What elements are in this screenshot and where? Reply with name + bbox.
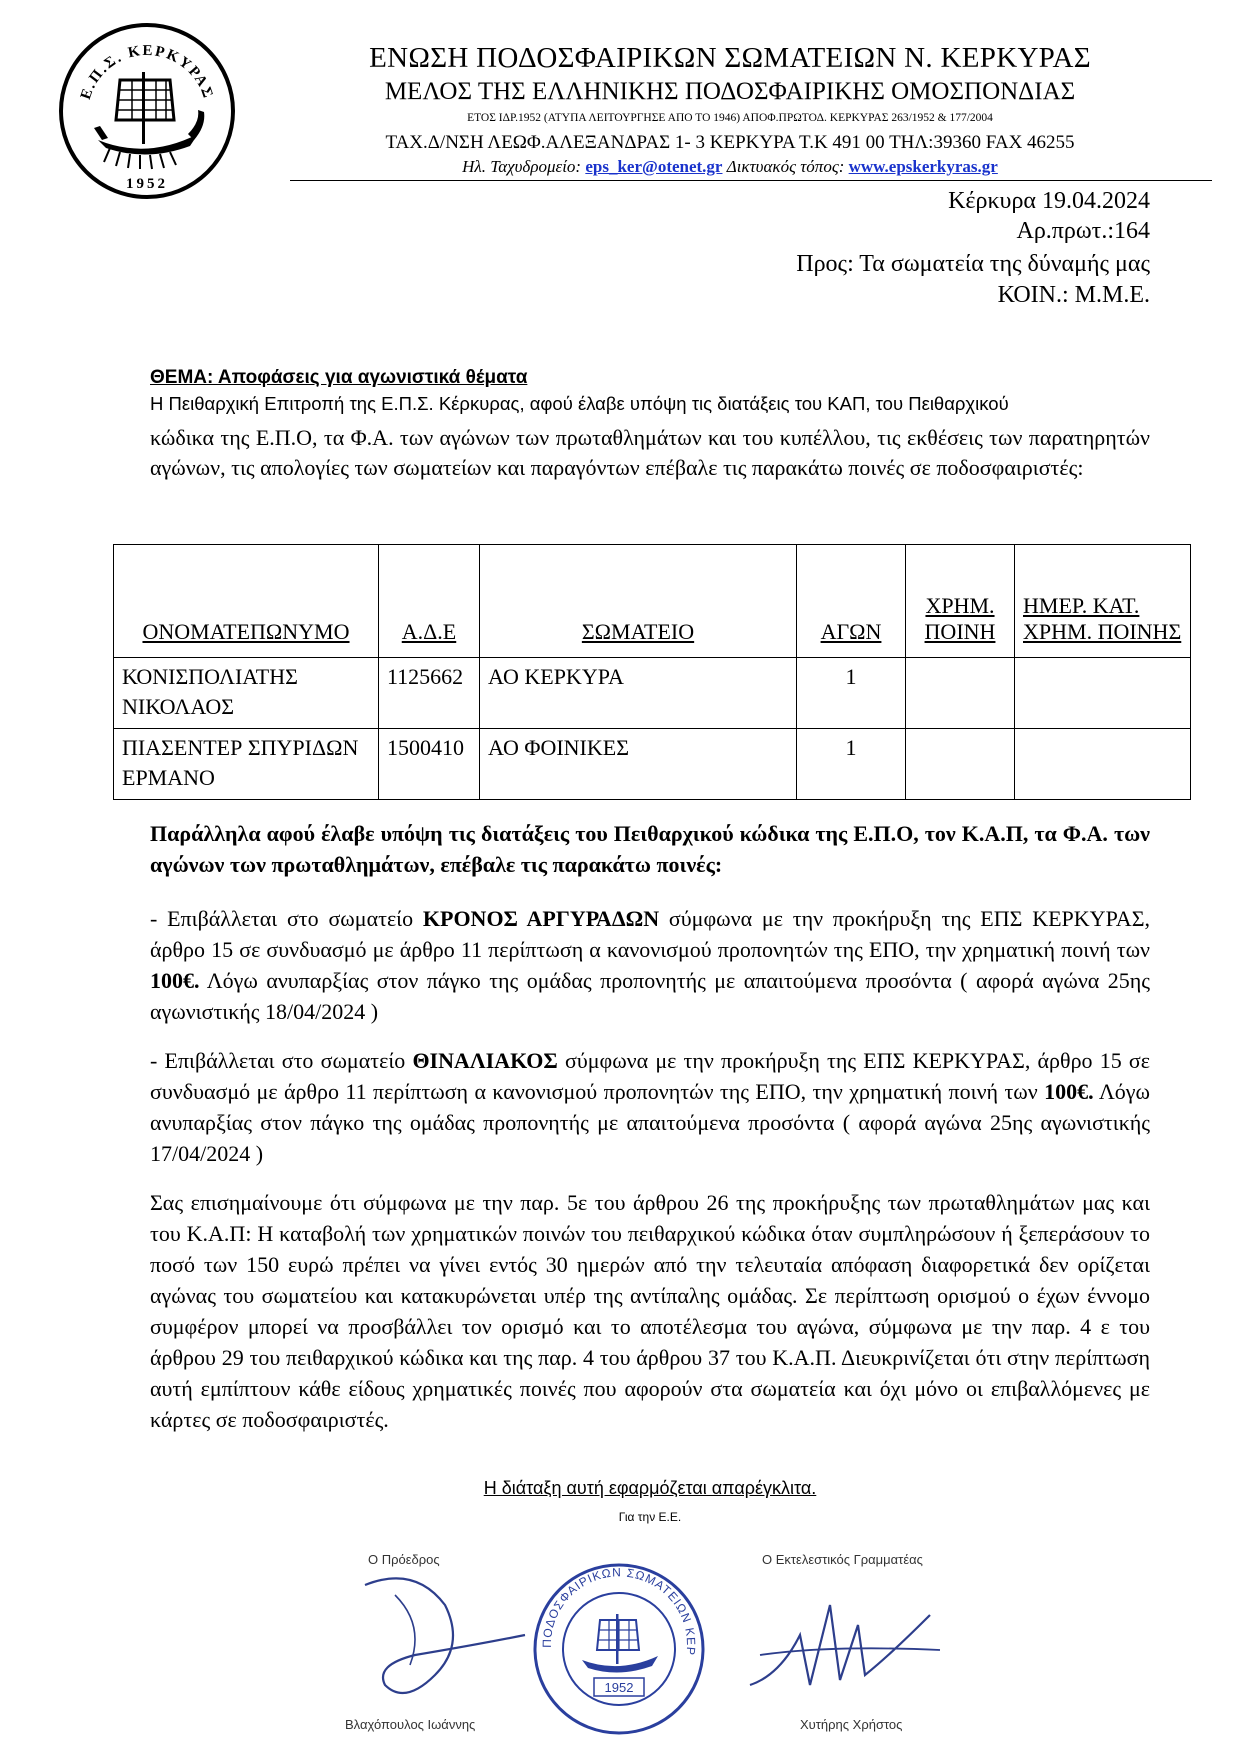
cell-fine-date — [1015, 658, 1191, 729]
cell-games: 1 — [797, 729, 906, 800]
cell-fine — [906, 729, 1015, 800]
cell-ade: 1500410 — [379, 729, 480, 800]
col-header-games: ΑΓΩΝ — [797, 545, 906, 658]
cell-name: ΚΟΝΙΣΠΟΛΙΑΤΗΣ ΝΙΚΟΛΑΟΣ — [114, 658, 379, 729]
header-divider — [290, 180, 1212, 181]
table-header-row — [114, 545, 1191, 658]
org-founding: ΕΤΟΣ ΙΔΡ.1952 (ΑΤΥΠΑ ΛΕΙΤΟΥΡΓΗΣΕ ΑΠΟ ΤΟ 1946) ΑΠΟΦ.ΠΡΩΤΟΔ. ΚΕΡΚΥΡΑΣ 263/1952 & 177/2004 — [467, 112, 993, 124]
fined-club-2: ΘΙΝΑΛΙΑΚΟΣ — [412, 1048, 558, 1073]
col-header-fine-date: ΗΜΕΡ. ΚΑΤ. ΧΡΗΜ. ΠΟΙΝΗΣ — [1015, 545, 1191, 658]
apply-statement: Η διάταξη αυτή εφαρμόζεται απαρέγκλιτα. — [483, 1478, 817, 1498]
col-header-fine: ΧΡΗΜ. ΠΟΙΝΗ — [906, 545, 1015, 658]
intro-line: Η Πειθαρχική Επιτροπή της Ε.Π.Σ. Κέρκυρας, αφού έλαβε υπόψη τις διατάξεις του ΚΑΠ, του Πειθαρχικού — [150, 393, 1009, 414]
email-link[interactable]: eps_ker@otenet.gr — [585, 157, 723, 176]
intro-text: κώδικα της Ε.Π.Ο, τα Φ.Α. των αγώνων των πρωταθλημάτων και του κυπέλλου, τις εκθέσεις των παρατηρητών αγώνων, τις απολογίες των σωματείων και παραγόντων επέβαλε τις παρακάτω ποινές σε ποδοσφαιριστές: — [150, 425, 1150, 480]
fined-club-1: ΚΡΟΝΟΣ ΑΡΓΥΡΑΔΩΝ — [422, 906, 660, 931]
parallel-paragraph: Παράλληλα αφού έλαβε υπόψη τις διατάξεις του Πειθαρχικού κώδικα της Ε.Π.Ο, τον Κ.Α.Π, τα Φ.Α. των αγώνων των πρωταθλημάτων, επέβαλε τις παρακάτω ποινές: — [150, 821, 1150, 877]
cell-ade: 1125662 — [379, 658, 480, 729]
cell-fine-date — [1015, 729, 1191, 800]
org-name: ΕΝΩΣΗ ΠΟΔΟΣΦΑΙΡΙΚΩΝ ΣΩΜΑΤΕΙΩΝ Ν. ΚΕΡΚΥΡΑΣ — [369, 42, 1091, 74]
fine-paragraph-2: - Επιβάλλεται στο σωματείο ΘΙΝΑΛΙΑΚΟΣ σύμφωνα με την προκήρυξη της ΕΠΣ ΚΕΡΚΥΡΑΣ, άρθρο 15 σε συνδυασμό με άρθρο 11 περίπτωση α κανονισμού προπονητών της ΕΠΟ, την χρηματική ποινή των 100€. Λόγω ανυπαρξίας στον πάγκο της ομάδας προπονητής με απαιτούμενα προσόντα ( αφορά αγώνα 25ης αγωνιστικής 17/04/2024 ) — [150, 1048, 1150, 1166]
penalty-table — [113, 544, 1191, 800]
notice-paragraph: Σας επισημαίνουμε ότι σύμφωνα με την παρ. 5ε του άρθρου 26 της προκήρυξης των πρωταθλημάτων μας και του Κ.Α.Π: Η καταβολή των χρηματικών ποινών του πειθαρχικού κώδικα όταν συμπληρώσουν ή ξεπεράσουν το ποσό των 150 ευρώ πρέπει να γίνει εντός 30 ημερών από την τελευταία απόφαση διαφορετικά δεν ορίζεται αγώνας του σωματείου και κατακυρώνεται υπέρ της αντίπαλης ομάδας. Σε περίπτωση ορισμού ο έχων έννομο συμφέρον μπορεί να προσβάλλει τον ορισμό και το αποτέλεσμα του αγώνα, σύμφωνα με την παρ. 4 ε του άρθρου 29 του πειθαρχικού κώδικα και της παρ. 4 του άρθρου 37 του Κ.Α.Π. Διευκρινίζεται ότι στην περίπτωση αυτή εμπίπτουν κάθε είδους χρηματικές ποινές που αφορούν στα σωματεία και όχι μόνο οι επιβαλλόμενες με κάρτες σε ποδοσφαιριστές. — [150, 1190, 1150, 1432]
secretary-title: Ο Εκτελεστικός Γραμματέας — [762, 1552, 923, 1567]
cell-club: ΑΟ ΚΕΡΚΥΡΑ — [480, 658, 797, 729]
fine-paragraph-1: - Επιβάλλεται στο σωματείο ΚΡΟΝΟΣ ΑΡΓΥΡΑΔΩΝ σύμφωνα με την προκήρυξη της ΕΠΣ ΚΕΡΚΥΡΑΣ, άρθρο 15 σε συνδυασμό με άρθρο 11 περίπτωση α κανονισμού προπονητών της ΕΠΟ, την χρηματική ποινή των 100€. Λόγω ανυπαρξίας στον πάγκο της ομάδας προπονητής με απαιτούμενα προσόντα ( αφορά αγώνα 25ης αγωνιστικής 18/04/2024 ) — [150, 906, 1150, 1024]
logo-year: 1952 — [126, 176, 168, 192]
doc-subject: ΘΕΜΑ: Αποφάσεις για αγωνιστικά θέματα — [150, 367, 528, 388]
table-row — [114, 729, 1191, 800]
email-label: Ηλ. Ταχυδρομείο: — [462, 157, 586, 176]
website-link[interactable]: www.epskerkyras.gr — [848, 157, 998, 176]
eps-logo — [58, 22, 236, 200]
president-signature — [355, 1565, 555, 1715]
svg-text:ΕΝΩΣΗ ΠΟΔΟΣΦΑΙΡΙΚΩΝ ΣΩΜΑΤΕΙΩΝ: ΠΟΔΟΣΦΑΙΡΙΚΩΝ ΣΩΜΑΤΕΙΩΝ ΚΕΡ — [539, 1565, 699, 1657]
svg-text:Ε.Π.Σ. ΚΕΡΚΥΡΑΣ: Ε.Π.Σ. ΚΕΡΚΥΡΑΣ — [77, 42, 217, 102]
cell-name: ΠΙΑΣΕΝΤΕΡ ΣΠΥΡΙΔΩΝ ΕΡΜΑΝΟ — [114, 729, 379, 800]
fine-amount-2: 100€. — [1044, 1079, 1094, 1104]
org-membership: ΜΕΛΟΣ ΤΗΣ ΕΛΛΗΝΙΚΗΣ ΠΟΔΟΣΦΑΙΡΙΚΗΣ ΟΜΟΣΠΟΝΔΙΑΣ — [384, 78, 1076, 105]
col-header-name: ΟΝΟΜΑΤΕΠΩΝΥΜΟ — [114, 545, 379, 658]
org-contact — [300, 157, 1160, 177]
for-committee: Για την Ε.Ε. — [618, 1510, 682, 1524]
table-row — [114, 658, 1191, 729]
cell-fine — [906, 658, 1015, 729]
president-title: Ο Πρόεδρος — [368, 1552, 440, 1567]
fine-amount-1: 100€. — [150, 968, 200, 993]
stamp-year: 1952 — [604, 1680, 634, 1695]
president-name: Βλαχόπουλος Ιωάννης — [345, 1717, 476, 1732]
doc-protocol: Αρ.πρωτ.:164 — [1016, 218, 1150, 244]
secretary-name: Χυτήρης Χρήστος — [800, 1717, 903, 1732]
col-header-ade: Α.Δ.Ε — [379, 545, 480, 658]
cell-club: ΑΟ ΦΟΙΝΙΚΕΣ — [480, 729, 797, 800]
doc-recipients: Προς: Τα σωματεία της δύναμής μας — [796, 251, 1150, 277]
official-stamp — [530, 1560, 708, 1738]
secretary-signature — [740, 1575, 960, 1715]
col-header-club: ΣΩΜΑΤΕΙΟ — [480, 545, 797, 658]
org-address: ΤΑΧ.Δ/ΝΣΗ ΛΕΩΦ.ΑΛΕΞΑΝΔΡΑΣ 1- 3 ΚΕΡΚΥΡΑ Τ.Κ 491 00 ΤΗΛ:39360 FAX 46255 — [385, 132, 1075, 153]
site-label: Δικτυακός τόπος: — [722, 157, 849, 176]
doc-cc: ΚΟΙΝ.: Μ.Μ.Ε. — [997, 282, 1150, 308]
doc-date: Κέρκυρα 19.04.2024 — [948, 188, 1150, 214]
cell-games: 1 — [797, 658, 906, 729]
